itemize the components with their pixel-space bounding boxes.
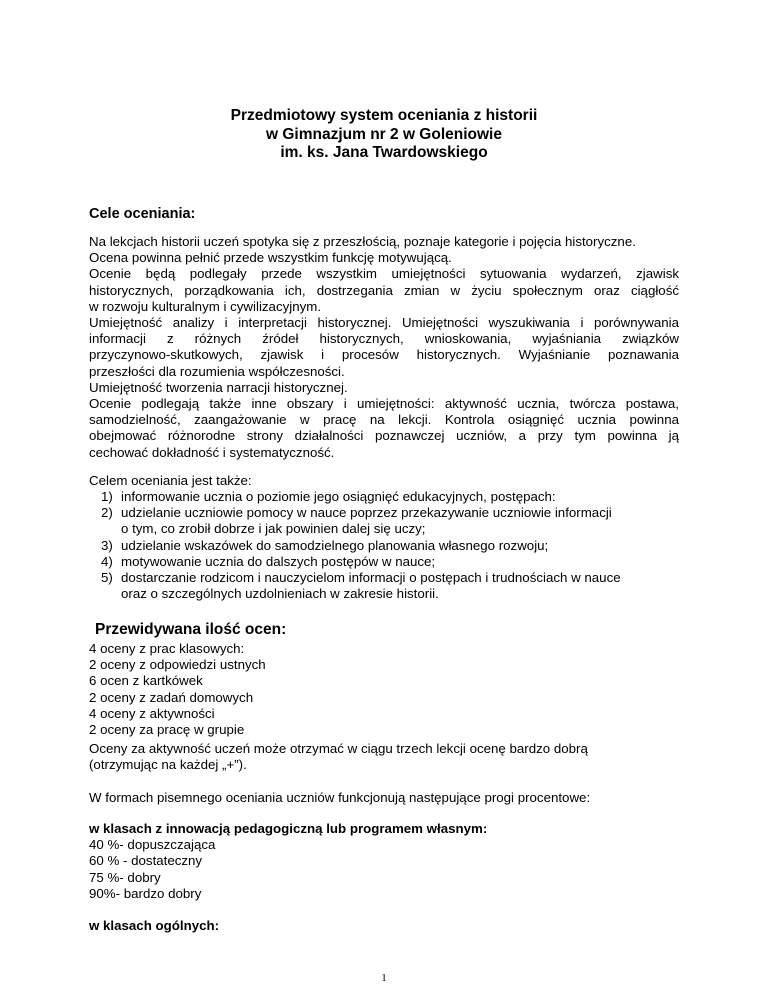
ogolne-heading: w klasach ogólnych: xyxy=(89,918,220,933)
cele-line: przeszłości dla rozumienia współczesności. xyxy=(89,363,345,379)
list-item-number: 3) xyxy=(101,537,113,553)
list-item xyxy=(89,489,679,505)
cele-line: cechować dokładność i systematyczność. xyxy=(89,444,335,460)
cele-line: Ocenie będą podlegały przede wszystkim umiejętności sytuowania wydarzeń, zjawisk xyxy=(89,266,679,282)
innowacja-line: 60 % - dostateczny xyxy=(89,853,203,869)
title-line-3: im. ks. Jana Twardowskiego xyxy=(280,144,488,161)
progi-intro: W formach pisemnego oceniania uczniów funkcjonują następujące progi procentowe: xyxy=(89,790,591,805)
list-item-number: 5) xyxy=(101,570,113,586)
cele-line: Umiejętność analizy i interpretacji historycznej. Umiejętności wyszukiwania i porównywania xyxy=(89,315,679,331)
list-item-text: udzielanie wskazówek do samodzielnego planowania własnego rozwoju; xyxy=(121,537,549,553)
title-line-2: w Gimnazjum nr 2 w Goleniowie xyxy=(266,125,502,143)
ilosc-line: 2 oceny z zadań domowych xyxy=(89,689,254,705)
document-title xyxy=(0,107,768,163)
cele-line: Ocenie podlegają także inne obszary i umiejętności: aktywność ucznia, twórcza postawa, xyxy=(89,396,679,412)
ilosc-line: 2 oceny za pracę w grupie xyxy=(89,722,245,738)
innowacja-line: 40 %- dopuszczająca xyxy=(89,837,216,853)
cele-line: Umiejętność tworzenia narracji historycznej. xyxy=(89,379,348,395)
list-item-number: 2) xyxy=(101,505,113,521)
ilosc-line: 2 oceny z odpowiedzi ustnych xyxy=(89,657,266,673)
ilosc-line: 4 oceny z prac klasowych: xyxy=(89,641,245,656)
innowacja-block xyxy=(89,821,679,902)
cele-heading: Cele oceniania: xyxy=(89,206,196,222)
innowacja-heading: w klasach z innowacją pedagogiczną lub programem własnym: xyxy=(89,821,488,836)
ilosc-line: 6 ocen z kartkówek xyxy=(89,673,203,689)
cele-line: historycznych, porządkowania ich, dostrzegania zmian w życiu społecznym oraz ciągłość xyxy=(89,282,679,298)
cele-line: obejmować różnorodne strony działalności poznawczej uczniów, a przy tym powinna ją xyxy=(89,428,679,444)
ilosc-list xyxy=(89,641,679,738)
cele-line: w rozwoju kulturalnym i cywilizacyjnym. xyxy=(89,298,322,314)
page-number: 1 xyxy=(381,972,387,984)
list-item-text: udzielanie uczniowie pomocy w nauce poprzez przekazywanie uczniowie informacji xyxy=(121,505,612,521)
list-item xyxy=(89,505,679,537)
cele-line: samodzielność, zaangażowanie w pracę na lekcji. Kontrola osiągnięć ucznia powinna xyxy=(89,412,679,428)
list-item xyxy=(89,538,679,554)
list-item xyxy=(89,554,679,570)
goals-list xyxy=(89,489,679,602)
list-item-text: dostarczanie rodzicom i nauczycielom informacji o postępach i trudnościach w nauce xyxy=(121,570,621,586)
aktywnosc-line: Oceny za aktywność uczeń może otrzymać w ciągu trzech lekcji ocenę bardzo dobrą xyxy=(89,741,588,756)
innowacja-line: 75 %- dobry xyxy=(89,869,161,885)
cele-line: informacji z różnych źródeł historycznych, wnioskowania, wyjaśniania związków xyxy=(89,331,679,347)
list-item-text: motywowanie ucznia do dalszych postępów w nauce; xyxy=(121,553,436,569)
list-item-text: informowanie ucznia o poziomie jego osiągnięć edukacyjnych, postępach: xyxy=(121,489,556,504)
innowacja-line: 90%- bardzo dobry xyxy=(89,885,202,901)
cele-paragraph xyxy=(89,234,679,461)
title-line-1: Przedmiotowy system oceniania z historii xyxy=(230,107,538,124)
list-item-text: oraz o szczególnych uzdolnieniach w zakresie historii. xyxy=(121,586,439,602)
aktywnosc-paragraph xyxy=(89,741,679,773)
list-item-text: o tym, co zrobił dobrze i jak powinien dalej się uczy; xyxy=(121,521,426,537)
cele-line: przyczynowo-skutkowych, zjawisk i procesów historycznych. Wyjaśnianie poznawania xyxy=(89,347,679,363)
cele-line: Na lekcjach historii uczeń spotyka się z przeszłością, poznaje kategorie i pojęcia historyczne. xyxy=(89,234,636,249)
list-item xyxy=(89,570,679,602)
cele-line: Ocena powinna pełnić przede wszystkim funkcję motywującą. xyxy=(89,250,452,266)
list-item-number: 1) xyxy=(101,489,113,504)
celem-intro: Celem oceniania jest także: xyxy=(89,473,252,488)
list-item-number: 4) xyxy=(101,553,113,569)
ilosc-heading: Przewidywana ilość ocen: xyxy=(95,621,287,638)
aktywnosc-line: (otrzymując na każdej „+”). xyxy=(89,757,247,773)
ilosc-line: 4 oceny z aktywności xyxy=(89,705,215,721)
